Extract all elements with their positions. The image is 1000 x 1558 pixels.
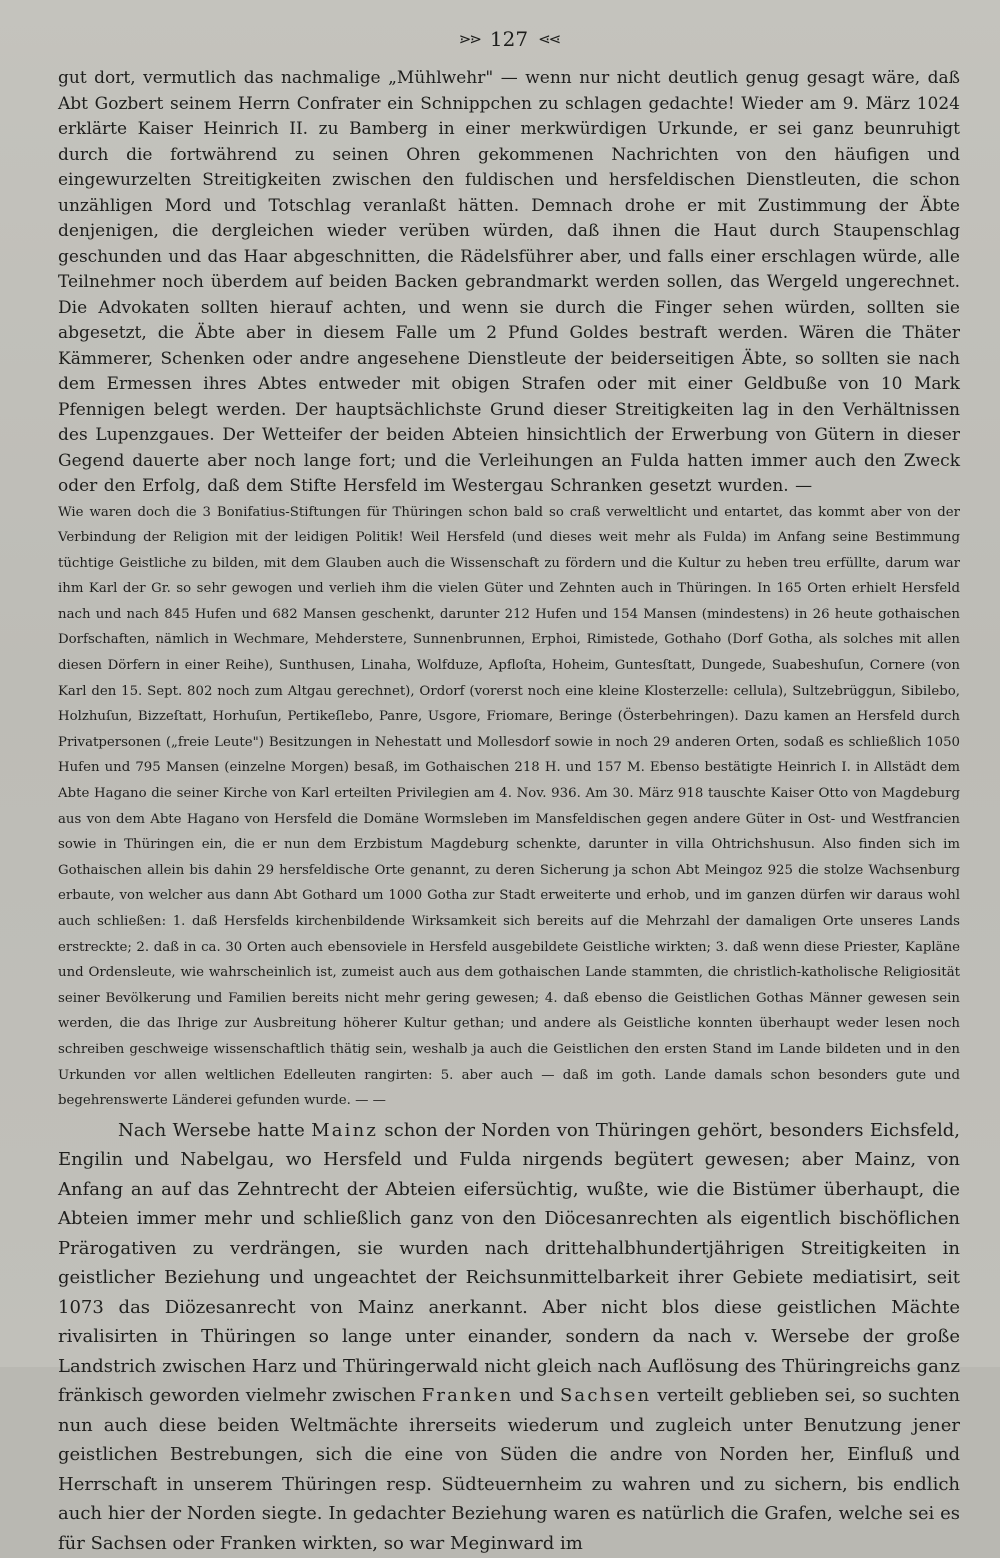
para3-franken-spaced: Franken (421, 1385, 514, 1407)
para3-sachsen-spaced: Sachsen (559, 1385, 652, 1407)
right-ornament: ⋖⋖ (538, 30, 560, 48)
page-number: 127 (489, 27, 529, 51)
page-header (58, 26, 960, 52)
para3-text-und: und (513, 1385, 560, 1407)
para3-mainz-spaced: Mainz (311, 1119, 378, 1141)
paragraph-small-print: Wie waren doch die 3 Bonifatius-Stiftungen für Thüringen schon bald so craß verweltlicht und entartet, das kommt aber von der Verbindung der Religion mit der leidigen Politik! Weil Hersfeld (und dieses weit mehr als Fulda) im Anfang seine Bestimmung tüchtige Geistliche zu bilden, mit dem Glauben auch die Wissenschaft zu fördern und die Kultur zu heben treu erfüllte, darum war ihm Karl der Gr. so sehr gewogen und verlieh ihm die vielen Güter und Zehnten auch in Thüringen. In 165 Orten erhielt Hersfeld nach und nach 845 Hufen und 682 Mansen geschenkt, darunter 212 Hufen und 154 Mansen (mindestens) in 26 heute gothaischen Dorfschaften, nämlich in Wechmare, Mehdersteте, Sunnenbrunnen, Erphoi, Rimistede, Gothaho (Dorf Gotha, als solches mit allen diesen Dörfern in einer Reihe), Sunthusen, Linaha, Wolfduze, Apfloſta, Hoheim, Guntesſtatt, Dungede, Suabeshuſun, Cornere (von Karl den 15. Sept. 802 noch zum Altgau gerechnet), Ordorf (vorerst noch eine kleine Klosterzelle: cellula), Sultzebrüggun, Sibilebo, Holzhuſun, Bizzeſtatt, Horhuſun, Pertikeſlebo, Panre, Usgore, Friomare, Beringe (Österbehringen). Dazu kamen an Hersfeld durch Privatpersonen („freie Leute") Besitzungen in Nehestatt und Mollesdorf sowie in noch 29 anderen Orten, sodaß es schließlich 1050 Hufen und 795 Mansen (einzelne Morgen) besaß, im Gothaischen 218 H. und 157 M. Ebenso bestätigte Heinrich I. in Allstädt dem Abte Hagano die seiner Kirche von Karl erteilten Privilegien am 4. Nov. 936. Am 30. März 918 tauschte Kaiser Otto von Magdeburg aus von dem Abte Hagano von Hersfeld die Domäne Wormsleben im Mansfeldischen gegen andere Güter in Ost- und Westfrancien sowie in Thüringen ein, die er nun dem Erzbistum Magdeburg schenkte, darunter in villa Ohtrichshusun. Also finden sich im Gothaischen allein bis dahin 29 hersfeldische Orte genannt, zu deren Sicherung ja schon Abt Meingoz 925 die stolze Wachsenburg erbaute, von welcher aus dann Abt Gothard um 1000 Gotha zur Stadt erweiterte und erhob, und im ganzen dürfen wir daraus wohl auch schließen: 1. daß Hersfelds kirchenbildende Wirksamkeit sich bereits auf die Mehrzahl der damaligen Orte unseres Lands erstreckte; 2. daß in ca. 30 Orten auch ebensoviele in Hersfeld ausgebildete Geistliche wirkten; 3. daß wenn diese Priester, Kapläne und Ordensleute, wie wahrscheinlich ist, zumeist auch aus dem gothaischen Lande stammten, die christlich-katholische Religiosität seiner Bevölkerung und Familien bereits nicht mehr gering gewesen; 4. daß ebenso die Geistlichen Gothas Männer gewesen sein werden, die das Ihrige zur Ausbreitung höherer Kultur gethan; und andere als Geistliche konnten überhaupt weder lesen noch schreiben geschweige wissenschaftlich thätig sein, weshalb ja auch die Geistlichen den ersten Stand im Lande bildeten und in den Urkunden vor allen weltlichen Edelleuten rangirten: 5. aber auch — daß im goth. Lande damals schon besonders gute und begehrenswerte Länderei gefunden wurde. — — (58, 504, 960, 1109)
para3-text-a: Nach Wersebe hatte (118, 1119, 312, 1141)
para3-text-c: verteilt geblieben sei, so suchten nun auch diese beiden Weltmächte ihrerseits wiederum und zugleich unter Benutzung jener geistlichen Bestrebungen, sich die eine von Süden die andre von Norden her, Einfluß und Herrschaft in unserem Thüringen resp. Südteuernheim zu wahren und zu sichern, bis endlich auch hier der Norden siegte. In gedachter Beziehung waren es natürlich die Grafen, welche sei es für Sachsen oder Franken wirkten, so war Meginward im (58, 1385, 960, 1554)
para3-text-b: schon der Norden von Thüringen gehört, besonders Eichsfeld, Engilin und Nabelgau, wo Hersfeld und Fulda nirgends begütert gewesen; aber Mainz, von Anfang an auf das Zehntrecht der Abteien eifersüchtig, wußte, wie die Bistümer überhaupt, die Abteien immer mehr und schließlich ganz von den Diöcesanrechten als eigentlich bischöflichen Prärogativen zu verdrängen, sie wurden nach drittehalbhundertjährigen Streitigkeiten in geistlicher Beziehung und ungeachtet der Reichsunmittelbarkeit ihrer Gebiete mediatisirt, seit 1073 das Diözesanrecht von Mainz anerkannt. Aber nicht blos diese geistlichen Mächte rivalisirten in Thüringen so lange unter einander, sondern da nach v. Wersebe der große Landstrich zwischen Harz und Thüringerwald nicht gleich nach Auflösung des Thüringreichs ganz fränkisch geworden vielmehr zwischen (58, 1119, 960, 1407)
left-ornament: ⋗⋗ (458, 30, 480, 48)
paragraph-main-2 (58, 1116, 960, 1558)
paragraph-main-1: gut dort, vermutlich das nachmalige „Mühlwehr" — wenn nur nicht deutlich genug gesagt wäre, daß Abt Gozbert seinem Herrn Confrater ein Schnippchen zu schlagen gedachte! Wieder am 9. März 1024 erklärte Kaiser Heinrich II. zu Bamberg in einer merkwürdigen Urkunde, er sei ganz beunruhigt durch die fortwährend zu seinen Ohren gekommenen Nachrichten von den häufigen und eingewurzelten Streitigkeiten zwischen den fuldischen und hersfeldischen Dienstleuten, die schon unzähligen Mord und Totschlag veranlaßt hätten. Demnach drohe er mit Zustimmung der Äbte denjenigen, die dergleichen wieder verüben würden, daß ihnen die Haut durch Staupenschlag geschunden und das Haar abgeschnitten, die Rädelsführer aber, und falls einer erschlagen würde, alle Teilnehmer noch überdem auf beiden Backen gebrandmarkt werden sollen, das Wergeld ungerechnet. Die Advokaten sollten hierauf achten, und wenn sie durch die Finger sehen würden, sollten sie abgesetzt, die Äbte aber in diesem Falle um 2 Pfund Goldes bestraft werden. Wären die Thäter Kämmerer, Schenken oder andre angesehene Dienstleute der beiderseitigen Äbte, so sollten sie nach dem Ermessen ihres Abtes entweder mit obigen Strafen oder mit einer Geldbuße von 10 Mark Pfennigen belegt werden. Der hauptsächlichste Grund dieser Streitigkeiten lag in den Verhältnissen des Lupenzgaues. Der Wetteifer der beiden Abteien hinsichtlich der Erwerbung von Gütern in dieser Gegend dauerte aber noch lange fort; und die Verleihungen an Fulda hatten immer auch den Zweck oder den Erfolg, daß dem Stifte Hersfeld im Westergau Schranken gesetzt wurden. — (58, 68, 960, 496)
